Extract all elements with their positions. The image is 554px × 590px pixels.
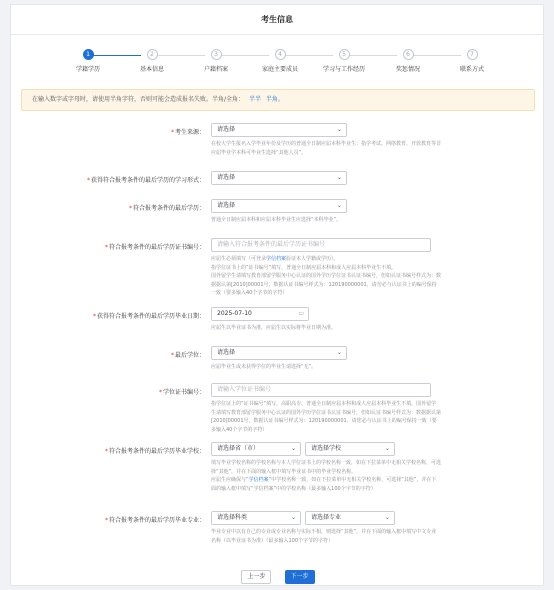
cert-no-input[interactable]: 请输入符合报考条件的最后学历证书编号 <box>211 238 431 252</box>
chevron-down-icon: ⌄ <box>336 174 342 181</box>
notice-text: 在输入数字或字母时，请使用半角字符，否则可能会造成报名失败。半角/全角： <box>32 96 245 103</box>
field-hint: 应届生以毕业证书为准，应届生以实际将毕业日期为准。 <box>211 325 337 331</box>
page-title: 考生信息 <box>11 5 543 35</box>
step-contact[interactable] <box>442 49 502 73</box>
field-label: *符合报考条件的最后学历毕业专业： <box>104 517 205 524</box>
chevron-down-icon: ⌄ <box>336 126 342 133</box>
step-experience[interactable] <box>314 49 374 73</box>
field-hint: 应届生必须填写（可登录学信档案验证本人学籍或学历）。 指学位证书上的“证书编号”填写，普通全日制应届本科和成人应届本科毕业生不填。 国外留学生请填写教育部留学服务中心认证的国外学历学位证书认证书编号，但如认证书编号样式为：数据据认第[2010]00001号，数据认证书编号样式为：120190000001，请勿必与认证书上的编号保持一致（要多输入40个字节的字符） <box>211 256 442 296</box>
step-number: 4 <box>275 49 286 60</box>
field-hint: 在校大学生报名入学毕业年份及学历的普通全日制应届本科毕业生：指学考试、网络教育、开放教育等非应届毕业学本科可毕业生选择“其他人员”。 <box>211 141 442 156</box>
step-label: 家庭主要成员 <box>261 66 298 73</box>
degree-level-select[interactable]: 请选择 ⌄ <box>211 199 347 213</box>
field-label: *最后学位： <box>170 352 205 359</box>
step-household[interactable] <box>186 49 246 73</box>
xuexin-link[interactable]: 学信档案 <box>266 256 287 262</box>
step-number: 7 <box>467 49 478 60</box>
step-rewards[interactable] <box>378 49 438 73</box>
step-number: 3 <box>211 49 222 60</box>
field-label: *获得符合报考条件的最后学历毕业日期： <box>92 313 205 320</box>
form-page <box>10 4 544 586</box>
step-number: 5 <box>339 49 350 60</box>
halfwidth-notice <box>21 89 535 111</box>
field-hint: 应届毕业生或未获得学位的毕业生请选择“无”。 <box>211 364 317 370</box>
field-hint: 毕业专业中以有自己的专业或专业名称与实际不相，则选择“其他”，并在下面的输入框中填写中文专业名称（以毕业证书为准）（最多输入100个字节的字符） <box>211 529 437 544</box>
field-label: *获得符合报考条件的最后学历的学习形式： <box>86 177 205 184</box>
notice-link[interactable]: 半半 <box>248 96 261 103</box>
step-label: 联系方式 <box>459 66 484 73</box>
chevron-down-icon: ⌄ <box>384 514 390 521</box>
category-select[interactable]: 请选择科类 ⌄ <box>211 511 301 525</box>
step-label: 户籍档案 <box>203 66 228 73</box>
field-label: *符合报考条件的最后学历毕业学校： <box>104 448 205 455</box>
source-select[interactable]: 请选择 ⌄ <box>211 123 347 137</box>
field-hint: 填写毕业学校名称的学校名称与本人学位证书上的学校名称一致，如在下拉菜单中无相关学校名称，可选择“其他”，并在下面的输入框中填写毕业证书中的毕业学校名称。 应届生应确保与“学信档案”中学校名称一致，如在下拉菜单中无相关学校名称，可选择“其他”，并在下面的输入框中填写“学信档案”中的学校名称（最多输入100个字节的字符） <box>211 460 442 492</box>
chevron-down-icon: ⌄ <box>336 202 342 209</box>
step-label: 学习与工作经历 <box>322 66 365 73</box>
step-progress <box>11 35 543 81</box>
calendar-icon: ▭ <box>298 310 304 317</box>
degree-select[interactable]: 请选择 ⌄ <box>211 346 347 360</box>
degree-cert-input[interactable]: 请输入学位证书编号 <box>211 383 431 397</box>
grad-date-input[interactable]: 2025-07-10 ▭ <box>211 307 309 321</box>
chevron-down-icon: ⌄ <box>290 514 296 521</box>
field-label: *学位证书编号： <box>158 389 205 396</box>
field-label: *符合报考条件的最后学历： <box>128 205 205 212</box>
prev-step-button[interactable]: 上一步 <box>241 570 271 584</box>
chevron-down-icon: ⌄ <box>384 445 390 452</box>
study-form-select[interactable]: 请选择 ⌄ <box>211 171 347 185</box>
step-label: 奖惩情况 <box>395 66 420 73</box>
field-hint: 普通全日制应届本科和应届本科毕业生应选择“本科毕业”。 <box>211 217 342 223</box>
major-select[interactable]: 请选择专业 ⌄ <box>305 511 395 525</box>
chevron-down-icon: ⌄ <box>290 445 296 452</box>
next-step-button[interactable]: 下一步 <box>285 570 315 584</box>
field-label: *符合报考条件的最后学历证书编号： <box>104 244 205 251</box>
step-basic-info[interactable] <box>122 49 182 73</box>
province-select[interactable]: 请选择省（市） ⌄ <box>211 442 301 456</box>
step-number: 6 <box>403 49 414 60</box>
notice-link[interactable]: 半角。 <box>265 96 284 103</box>
field-hint: 指学位证上的“证书编号”填写，高职高专、普通全日制应届本科和成人应届本科毕业生不填。国外留学生请填写教育部留学服务中心认证的国外学历学位证书认证书编号，但如认证书编号样式为：数据据认第[2010]00001号，数据认证书编号样式为：120190000001，请您必与认证书上的编号保持一致（要多输入40个字节的字符） <box>211 401 442 433</box>
field-label: *考生来源： <box>170 129 205 136</box>
xuexin-link[interactable]: 学信档案 <box>248 477 269 483</box>
step-label: 学籍学历 <box>75 66 100 73</box>
school-select[interactable]: 请选择学校 ⌄ <box>305 442 395 456</box>
step-family[interactable] <box>250 49 310 73</box>
step-education[interactable] <box>58 49 118 73</box>
chevron-down-icon: ⌄ <box>336 349 342 356</box>
step-label: 基本信息 <box>139 66 164 73</box>
form-actions <box>11 563 544 584</box>
step-number: 1 <box>83 49 94 60</box>
step-number: 2 <box>147 49 158 60</box>
